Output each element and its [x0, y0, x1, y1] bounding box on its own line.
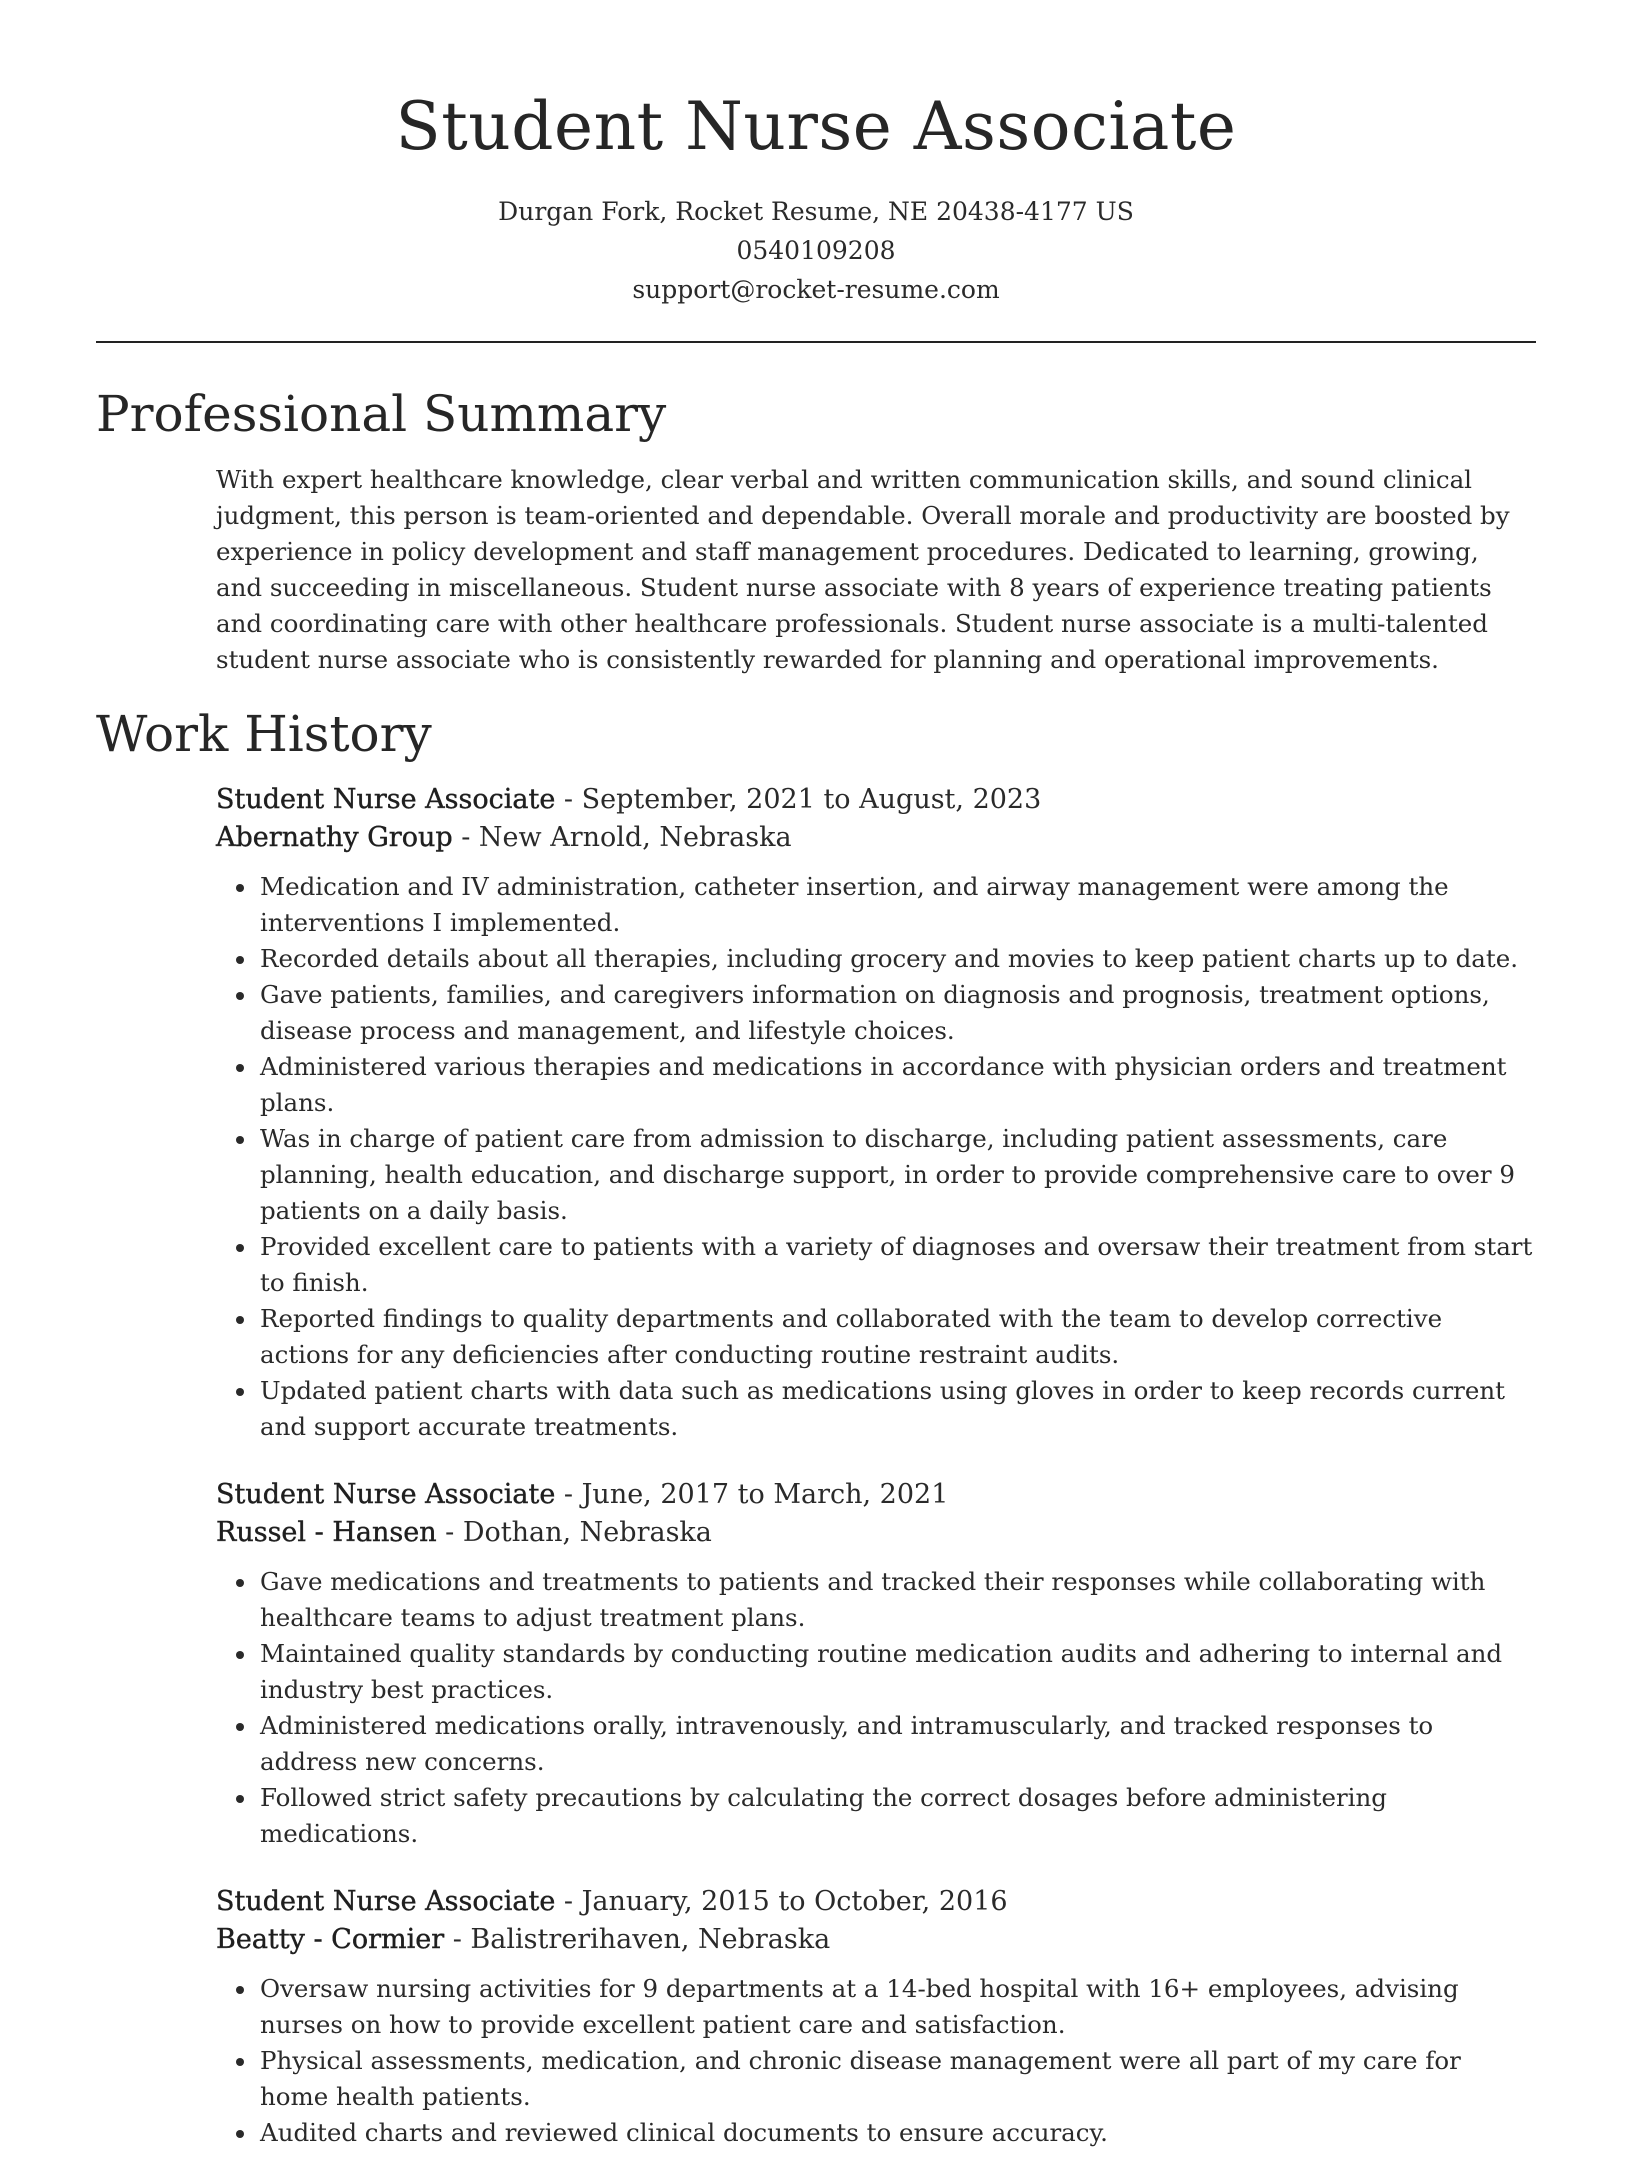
job-role: Student Nurse Associate: [216, 1479, 556, 1510]
job-company: Beatty - Cormier: [216, 1924, 445, 1955]
resume-header: [0, 0, 1632, 309]
job-title-line: [216, 1476, 1536, 1514]
header-divider: [96, 341, 1536, 343]
summary-text: With expert healthcare knowledge, clear verbal and written communication skills, and sound clinical judgment, this person is team-oriented and dependable. Overall morale and productivity are boosted by experience in policy development and staff management procedures. Dedicated to learning, growing, and succeeding in miscellaneous. Student nurse associate with 8 years of experience treating patients and coordinating care with other healthcare professionals. Student nurse associate is a multi-talented student nurse associate who is consistently rewarded for planning and operational improvements.: [216, 465, 1510, 674]
job-company-line: [216, 819, 1536, 857]
job-title-line: [216, 781, 1536, 819]
job-bullet: Provided excellent care to patients with a variety of diagnoses and oversaw their treatment from start to finish.: [260, 1229, 1536, 1301]
job-bullet: Administered medications orally, intravenously, and intramuscularly, and tracked responses to address new concerns.: [260, 1708, 1536, 1780]
job-bullet: Oversaw nursing activities for 9 departments at a 14-bed hospital with 16+ employees, advising nurses on how to provide excellent patient care and satisfaction.: [260, 1971, 1536, 2043]
job-bullets: [216, 1564, 1536, 1852]
job-location: - New Arnold, Nebraska: [452, 822, 792, 853]
job-company-line: [216, 1514, 1536, 1552]
job-role: Student Nurse Associate: [216, 1886, 556, 1917]
job-bullet: Maintained quality standards by conducting routine medication audits and adhering to internal and industry best practices.: [260, 1636, 1536, 1708]
job-location: - Dothan, Nebraska: [436, 1517, 712, 1548]
resume-name: Student Nurse Associate: [395, 88, 1237, 165]
job-bullet: Audited charts and reviewed clinical documents to ensure accuracy.: [260, 2115, 1536, 2151]
job-entry: [216, 781, 1536, 1445]
job-company: Abernathy Group: [216, 822, 453, 853]
job-bullet: Gave medications and treatments to patients and tracked their responses while collaborating with healthcare teams to adjust treatment plans.: [260, 1564, 1536, 1636]
job-dates: - January, 2015 to October, 2016: [555, 1886, 1008, 1917]
job-bullet: Recorded details about all therapies, including grocery and movies to keep patient charts up to date.: [260, 941, 1536, 977]
work-history-list: [216, 781, 1536, 2182]
job-bullet: Gave patients, families, and caregivers information on diagnosis and prognosis, treatment options, disease process and management, and lifestyle choices.: [260, 977, 1536, 1049]
work-history-section-title: Work History: [96, 705, 432, 763]
job-dates: - June, 2017 to March, 2021: [555, 1479, 949, 1510]
job-title-line: [216, 1883, 1536, 1921]
job-company: Russel - Hansen: [216, 1517, 437, 1548]
contact-phone: 0540109208: [736, 236, 896, 265]
job-entry: [216, 1476, 1536, 1852]
job-bullet: Updated patient charts with data such as medications using gloves in order to keep records current and support accurate treatments.: [260, 1373, 1536, 1445]
job-bullet: Administered various therapies and medications in accordance with physician orders and treatment plans.: [260, 1049, 1536, 1121]
job-bullet: Was in charge of patient care from admission to discharge, including patient assessments, care planning, health education, and discharge support, in order to provide comprehensive care to over 9 patients on a daily basis.: [260, 1121, 1536, 1229]
job-bullet: Physical assessments, medication, and chronic disease management were all part of my care for home health patients.: [260, 2043, 1536, 2115]
job-company-line: [216, 1921, 1536, 1959]
job-bullet: Reported findings to quality departments and collaborated with the team to develop corrective actions for any deficiencies after conducting routine restraint audits.: [260, 1301, 1536, 1373]
job-bullets: [216, 869, 1536, 1445]
contact-address: Durgan Fork, Rocket Resume, NE 20438-4177 US: [498, 197, 1134, 226]
job-bullets: [216, 1971, 1536, 2151]
job-entry: [216, 1883, 1536, 2151]
job-location: - Balistrerihaven, Nebraska: [444, 1924, 831, 1955]
job-bullet: Followed strict safety precautions by calculating the correct dosages before administering medications.: [260, 1780, 1536, 1852]
job-dates: - September, 2021 to August, 2023: [555, 784, 1042, 815]
contact-email: support@rocket-resume.com: [632, 275, 1000, 304]
job-role: Student Nurse Associate: [216, 784, 556, 815]
contact-block: [0, 192, 1632, 309]
job-bullet: Medication and IV administration, catheter insertion, and airway management were among the interventions I implemented.: [260, 869, 1536, 941]
summary-section-title: Professional Summary: [96, 385, 667, 443]
